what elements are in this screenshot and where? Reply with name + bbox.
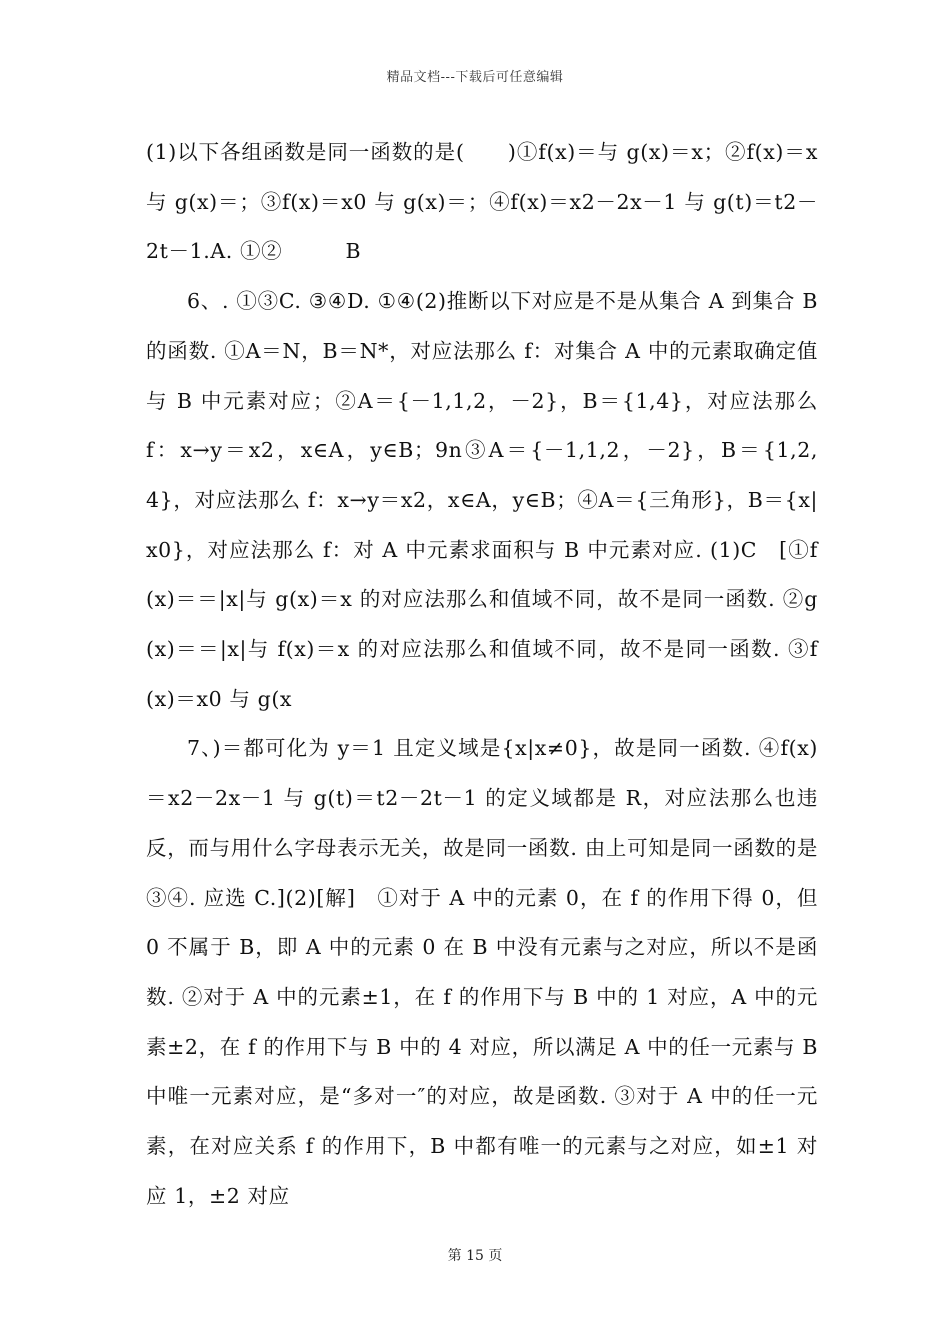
page-header: 精品文档---下载后可任意编辑	[386, 70, 564, 85]
document-body	[146, 128, 818, 1221]
paragraph-1: (1)以下各组函数是同一函数的是( )①f(x)＝与 g(x)＝x；②f(x)＝x 与 g(x)＝；③f(x)＝x0 与 g(x)＝；④f(x)＝x2－2x－1 与 g(t)＝t2－2t－1.A. ①② B	[146, 140, 818, 264]
paragraph-2: 6、. ①③C. ③④D. ①④(2)推断以下对应是不是从集合 A 到集合 B 的函数. ①A＝N，B＝N*，对应法那么 f：对集合 A 中的元素取确定值与 B 中元素对应；②A＝{－1,1,2，－2}，B＝{1,4}，对应法那么 f：x→y＝x2，x∈A，y∈B；9n③A＝{－1,1,2，－2}，B＝{1,2,4}，对应法那么 f：x→y＝x2，x∈A，y∈B；④A＝{三角形}，B＝{x|x0}，对应法那么 f：对 A 中元素求面积与 B 中元素对应. (1)C [①f(x)＝＝|x|与 g(x)＝x 的对应法那么和值域不同，故不是同一函数. ②g(x)＝＝|x|与 f(x)＝x 的对应法那么和值域不同，故不是同一函数. ③f(x)＝x0 与 g(x	[146, 289, 818, 711]
paragraph-3: 7、)＝都可化为 y＝1 且定义域是{x|x≠0}，故是同一函数. ④f(x)＝x2－2x－1 与 g(t)＝t2－2t－1 的定义域都是 R，对应法那么也违反，而与用什么字母表示无关，故是同一函数. 由上可知是同一函数的是③④. 应选 C.](2)[解] ①对于 A 中的元素 0，在 f 的作用下得 0，但 0 不属于 B，即 A 中的元素 0 在 B 中没有元素与之对应，所以不是函数. ②对于 A 中的元素±1，在 f 的作用下与 B 中的 1 对应，A 中的元素±2，在 f 的作用下与 B 中的 4 对应，所以满足 A 中的任一元素与 B 中唯一元素对应，是“多对一″的对应，故是函数. ③对于 A 中的任一元素，在对应关系 f 的作用下，B 中都有唯一的元素与之对应，如±1 对应 1，±2 对应	[146, 736, 818, 1208]
page-number: 第 15 页	[447, 1248, 503, 1264]
